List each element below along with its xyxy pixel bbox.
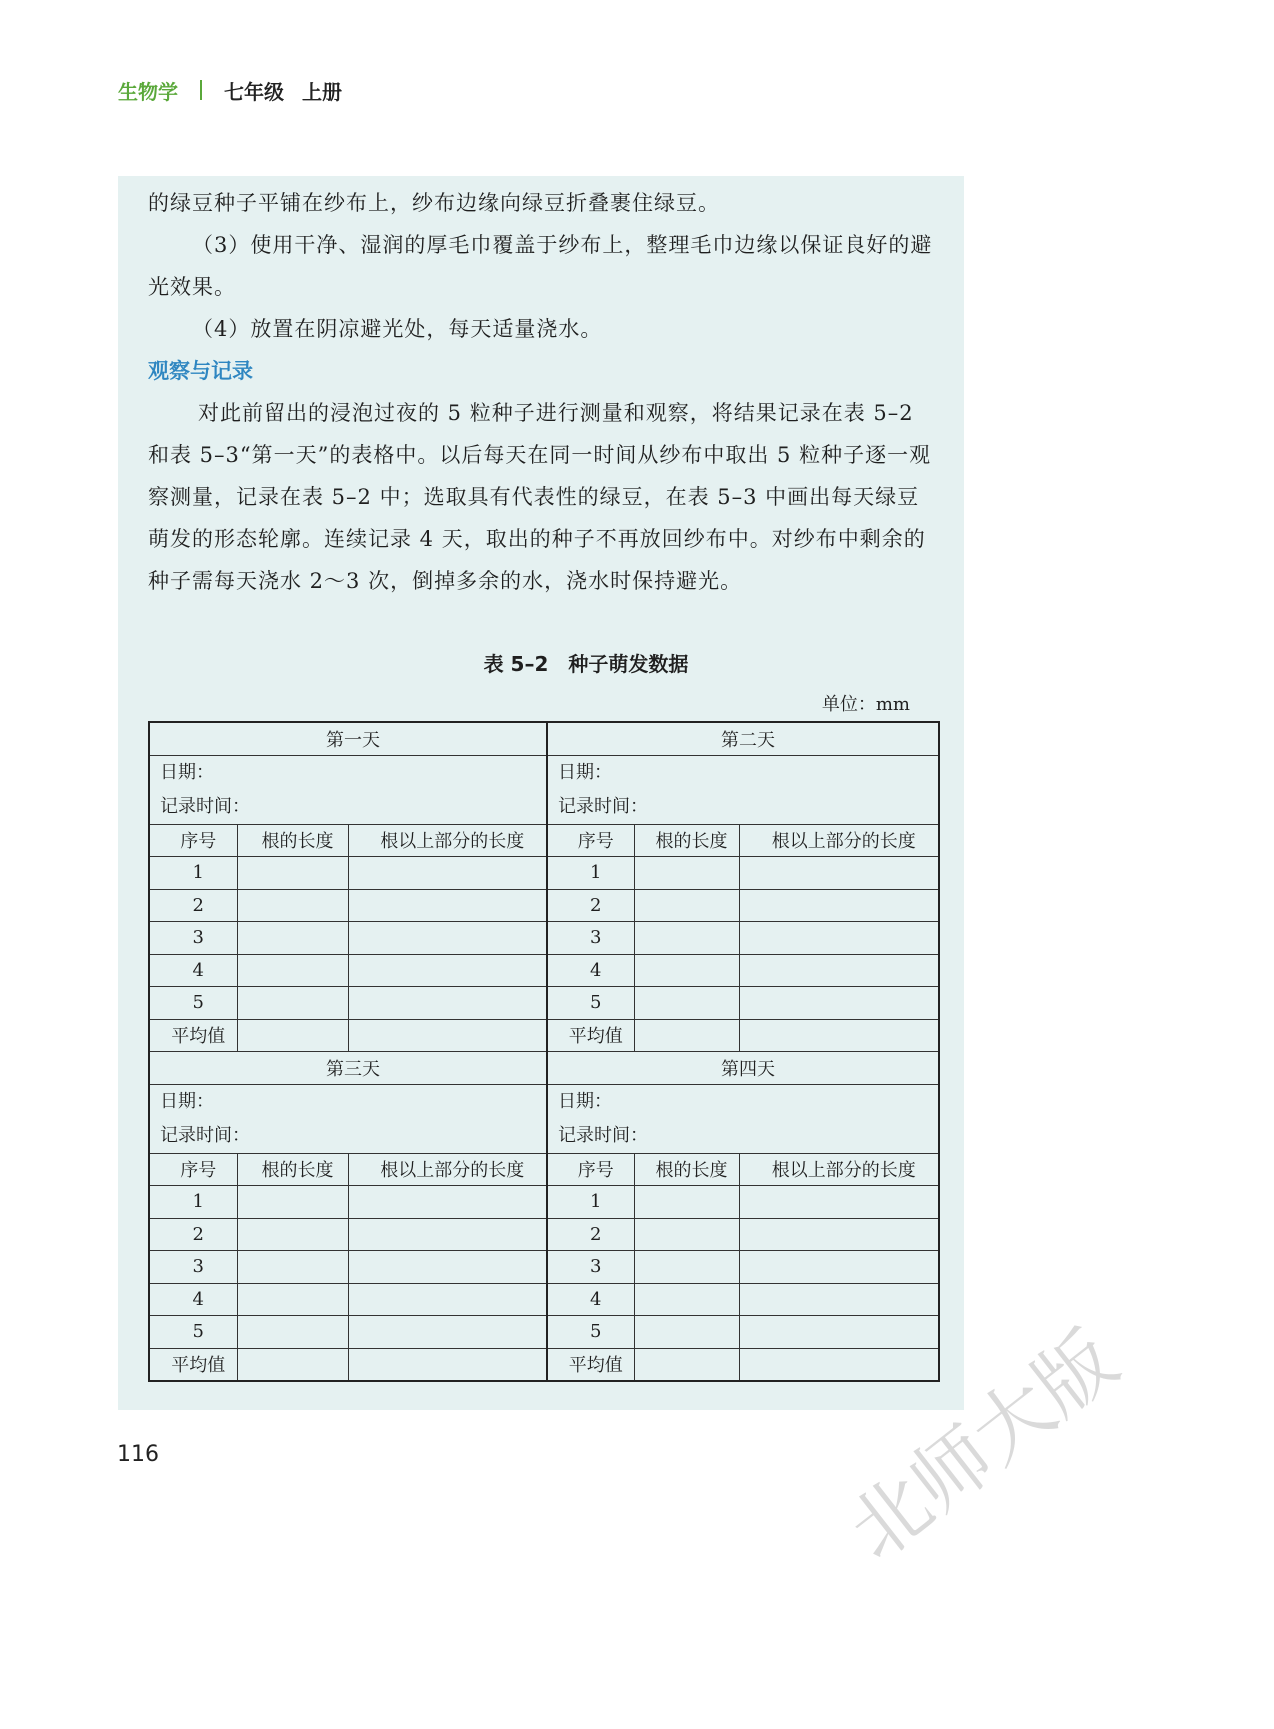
- shoot-length-cell: [348, 1316, 547, 1349]
- paragraph-1: 的绿豆种子平铺在纱布上，纱布边缘向绿豆折叠裹住绿豆。: [148, 191, 720, 215]
- root-length-cell: [634, 1186, 739, 1219]
- row-number: 3: [547, 1251, 634, 1284]
- table-row: [149, 1316, 939, 1349]
- shoot-length-cell: [739, 1283, 939, 1316]
- table-row: [149, 954, 939, 987]
- table-row: [149, 1283, 939, 1316]
- date-label: 日期：: [558, 1090, 612, 1112]
- date-label: 日期：: [160, 761, 214, 783]
- shoot-length-cell: [348, 987, 547, 1020]
- table-row: [149, 857, 939, 890]
- row-number: 2: [149, 1218, 237, 1251]
- average-root-cell: [634, 1019, 739, 1052]
- row-number: 2: [547, 1218, 634, 1251]
- date-time-cell: [149, 1084, 547, 1153]
- column-header: 序号: [149, 824, 237, 857]
- root-length-cell: [237, 1251, 348, 1284]
- row-number: 3: [149, 922, 237, 955]
- day-header: 第四天: [547, 1052, 939, 1085]
- average-shoot-cell: [348, 1019, 547, 1052]
- root-length-cell: [237, 889, 348, 922]
- subject-name: 生物学: [118, 79, 178, 104]
- shoot-length-cell: [739, 922, 939, 955]
- average-label: 平均值: [547, 1348, 634, 1381]
- table-title: 表 5–2 种子萌发数据: [483, 652, 689, 676]
- unit-label: 单位：mm: [821, 694, 910, 715]
- paragraph-step-4: （4）放置在阴凉避光处，每天适量浇水。: [192, 317, 603, 341]
- date-time-cell: [547, 1084, 939, 1153]
- table-row: [149, 1218, 939, 1251]
- row-number: 4: [149, 1283, 237, 1316]
- average-root-cell: [634, 1348, 739, 1381]
- row-number: 5: [547, 987, 634, 1020]
- column-header: 根以上部分的长度: [739, 1153, 939, 1186]
- row-number: 5: [149, 987, 237, 1020]
- root-length-cell: [237, 1186, 348, 1219]
- germination-table: [148, 721, 940, 1382]
- record-time-label: 记录时间：: [558, 1124, 648, 1146]
- table-row: [149, 987, 939, 1020]
- volume-label: 上册: [302, 79, 342, 104]
- shoot-length-cell: [739, 1316, 939, 1349]
- average-label: 平均值: [547, 1019, 634, 1052]
- section-title: 观察与记录: [148, 359, 253, 383]
- row-number: 1: [547, 1186, 634, 1219]
- shoot-length-cell: [348, 1251, 547, 1284]
- shoot-length-cell: [348, 857, 547, 890]
- row-number: 1: [149, 857, 237, 890]
- root-length-cell: [634, 889, 739, 922]
- grade-label: 七年级: [224, 79, 284, 104]
- root-length-cell: [237, 987, 348, 1020]
- shoot-length-cell: [348, 889, 547, 922]
- root-length-cell: [634, 987, 739, 1020]
- root-length-cell: [237, 922, 348, 955]
- watermark: 北师大版: [832, 1314, 1135, 1578]
- paragraph-step-3: （3）使用干净、湿润的厚毛巾覆盖于纱布上，整理毛巾边缘以保证良好的避光效果。: [148, 233, 933, 299]
- shoot-length-cell: [348, 954, 547, 987]
- shoot-length-cell: [739, 1251, 939, 1284]
- table-row: [149, 889, 939, 922]
- table-row: [149, 1186, 939, 1219]
- column-header: 根以上部分的长度: [348, 1153, 547, 1186]
- day-header: 第一天: [149, 722, 547, 755]
- root-length-cell: [237, 1218, 348, 1251]
- page-number: 116: [117, 1442, 159, 1467]
- average-root-cell: [237, 1019, 348, 1052]
- root-length-cell: [634, 1283, 739, 1316]
- day-header: 第三天: [149, 1052, 547, 1085]
- row-number: 2: [547, 889, 634, 922]
- root-length-cell: [634, 1316, 739, 1349]
- root-length-cell: [237, 1316, 348, 1349]
- root-length-cell: [237, 857, 348, 890]
- date-time-cell: [149, 755, 547, 824]
- column-header: 根的长度: [634, 824, 739, 857]
- row-number: 4: [547, 954, 634, 987]
- row-number: 1: [547, 857, 634, 890]
- record-time-label: 记录时间：: [558, 795, 648, 817]
- column-header: 根的长度: [237, 824, 348, 857]
- record-time-label: 记录时间：: [160, 1124, 250, 1146]
- root-length-cell: [237, 954, 348, 987]
- column-header: 序号: [547, 824, 634, 857]
- date-time-cell: [547, 755, 939, 824]
- shoot-length-cell: [739, 987, 939, 1020]
- column-header: 序号: [547, 1153, 634, 1186]
- root-length-cell: [634, 1251, 739, 1284]
- row-number: 4: [547, 1283, 634, 1316]
- column-header: 根以上部分的长度: [348, 824, 547, 857]
- date-label: 日期：: [558, 761, 612, 783]
- header-divider: [200, 80, 202, 100]
- record-time-label: 记录时间：: [160, 795, 250, 817]
- row-number: 3: [149, 1251, 237, 1284]
- table-row: [149, 1251, 939, 1284]
- column-header: 根的长度: [237, 1153, 348, 1186]
- table-row: [149, 922, 939, 955]
- root-length-cell: [634, 1218, 739, 1251]
- root-length-cell: [634, 954, 739, 987]
- average-label: 平均值: [149, 1019, 237, 1052]
- average-shoot-cell: [739, 1348, 939, 1381]
- average-shoot-cell: [348, 1348, 547, 1381]
- column-header: 序号: [149, 1153, 237, 1186]
- column-header: 根的长度: [634, 1153, 739, 1186]
- row-number: 4: [149, 954, 237, 987]
- shoot-length-cell: [739, 954, 939, 987]
- row-number: 1: [149, 1186, 237, 1219]
- shoot-length-cell: [348, 922, 547, 955]
- shoot-length-cell: [739, 857, 939, 890]
- root-length-cell: [237, 1283, 348, 1316]
- paragraph-observation: 对此前留出的浸泡过夜的 5 粒种子进行测量和观察，将结果记录在表 5–2 和表 5–3“第一天”的表格中。以后每天在同一时间从纱布中取出 5 粒种子逐一观察测量，记录在表 5–2 中；选取具有代表性的绿豆，在表 5–3 中画出每天绿豆萌发的形态轮廓。连续记录 4 天，取出的种子不再放回纱布中。对纱布中剩余的种子需每天浇水 2～3 次，倒掉多余的水，浇水时保持避光。: [148, 401, 932, 593]
- shoot-length-cell: [348, 1283, 547, 1316]
- row-number: 3: [547, 922, 634, 955]
- column-header: 根以上部分的长度: [739, 824, 939, 857]
- row-number: 5: [547, 1316, 634, 1349]
- average-root-cell: [237, 1348, 348, 1381]
- page-header: [118, 74, 342, 106]
- shoot-length-cell: [348, 1218, 547, 1251]
- shoot-length-cell: [739, 1186, 939, 1219]
- shoot-length-cell: [739, 889, 939, 922]
- row-number: 2: [149, 889, 237, 922]
- shoot-length-cell: [348, 1186, 547, 1219]
- root-length-cell: [634, 922, 739, 955]
- row-number: 5: [149, 1316, 237, 1349]
- shoot-length-cell: [739, 1218, 939, 1251]
- root-length-cell: [634, 857, 739, 890]
- average-shoot-cell: [739, 1019, 939, 1052]
- day-header: 第二天: [547, 722, 939, 755]
- average-label: 平均值: [149, 1348, 237, 1381]
- date-label: 日期：: [160, 1090, 214, 1112]
